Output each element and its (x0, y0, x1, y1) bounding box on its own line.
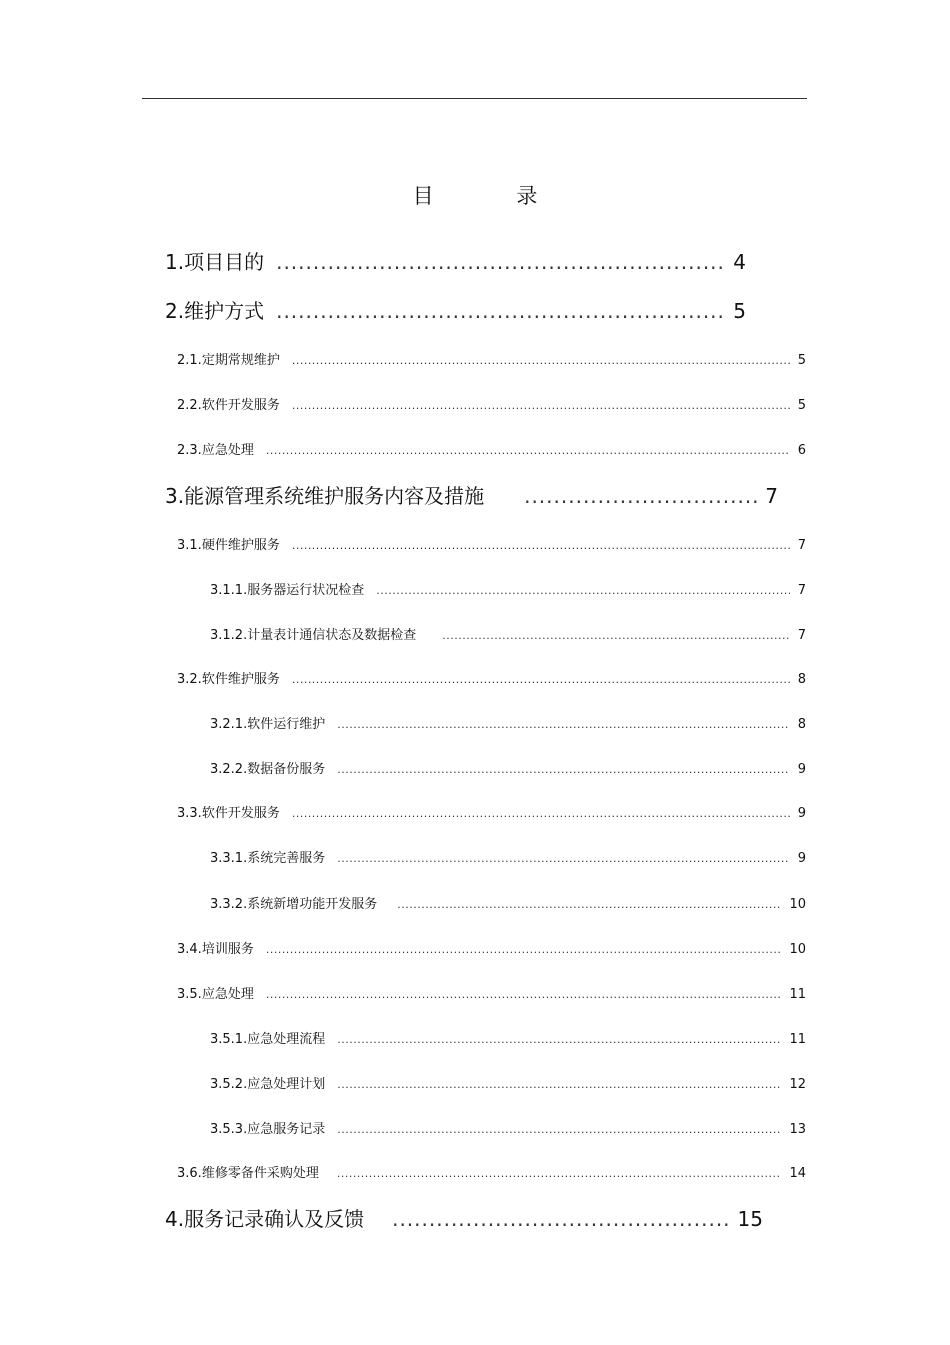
toc-number: 2.1. (177, 353, 202, 368)
dot-leader (292, 673, 790, 686)
toc-number: 3.5.3. (210, 1122, 248, 1137)
toc-page: 7 (797, 628, 806, 643)
dot-leader (392, 1207, 731, 1231)
toc-entry[interactable] (210, 758, 806, 777)
dot-leader (337, 763, 789, 776)
toc-page: 7 (797, 538, 806, 553)
toc-entry[interactable] (210, 713, 806, 732)
toc-number: 3.2.1. (210, 717, 248, 732)
toc-entry[interactable] (177, 439, 806, 458)
dot-leader (266, 988, 782, 1001)
toc-page: 15 (737, 1207, 763, 1231)
dot-leader (524, 484, 759, 508)
toc-number: 4. (165, 1207, 185, 1231)
toc-label: 服务器运行状况检查 (247, 583, 365, 598)
dot-leader (337, 1033, 781, 1046)
toc-number: 3.1. (177, 538, 202, 553)
dot-leader (276, 250, 727, 274)
dot-leader (376, 584, 789, 597)
toc-label: 应急处理 (201, 987, 254, 1002)
toc-entry[interactable] (165, 246, 746, 275)
toc-entry[interactable] (177, 802, 806, 821)
toc-page: 12 (789, 1077, 806, 1092)
toc-page: 8 (797, 672, 806, 687)
toc-label: 应急处理流程 (247, 1032, 326, 1047)
dot-leader (266, 444, 790, 457)
toc-entry[interactable] (165, 295, 746, 324)
toc-number: 3.3.1. (210, 851, 248, 866)
toc-label: 培训服务 (201, 942, 254, 957)
toc-page: 5 (797, 398, 806, 413)
toc-label: 系统新增功能开发服务 (247, 897, 378, 912)
toc-page: 9 (797, 851, 806, 866)
toc-entry[interactable] (165, 1203, 763, 1232)
toc-entry[interactable] (210, 624, 806, 643)
toc-label: 维修零备件采购处理 (201, 1166, 319, 1181)
toc-label: 应急服务记录 (247, 1122, 326, 1137)
toc-page: 5 (797, 353, 806, 368)
toc-entry[interactable] (210, 1073, 806, 1092)
toc-label: 定期常规维护 (201, 353, 280, 368)
toc-entry[interactable] (210, 847, 806, 866)
toc-number: 3. (165, 484, 185, 508)
toc-entry[interactable] (177, 394, 806, 413)
toc-label: 数据备份服务 (247, 762, 326, 777)
dot-leader (292, 354, 790, 367)
dot-leader (337, 1123, 781, 1136)
dot-leader (292, 807, 790, 820)
toc-page: 10 (789, 942, 806, 957)
toc-number: 3.2.2. (210, 762, 248, 777)
toc-label: 应急处理计划 (247, 1077, 326, 1092)
toc-number: 3.5. (177, 987, 202, 1002)
dot-leader (292, 399, 790, 412)
dot-leader (266, 943, 782, 956)
toc-number: 3.2. (177, 672, 202, 687)
toc-entry[interactable] (177, 349, 806, 368)
toc-page: 10 (789, 897, 806, 912)
toc-number: 3.3.2. (210, 897, 248, 912)
dot-leader (397, 898, 781, 911)
dot-leader (276, 299, 727, 323)
toc-number: 3.3. (177, 806, 202, 821)
toc-entry[interactable] (177, 938, 806, 957)
toc-entry[interactable] (210, 579, 806, 598)
toc-label: 维护方式 (184, 299, 265, 323)
toc-page: 8 (797, 717, 806, 732)
toc-label: 软件开发服务 (201, 806, 280, 821)
toc-number: 3.4. (177, 942, 202, 957)
toc-label: 硬件维护服务 (201, 538, 280, 553)
toc-title: 目 录 (412, 184, 576, 208)
toc-entry[interactable] (210, 893, 806, 912)
toc-page: 5 (733, 299, 746, 323)
toc-page: 9 (797, 762, 806, 777)
toc-number: 2.2. (177, 398, 202, 413)
toc-number: 3.1.2. (210, 628, 248, 643)
toc-page: 13 (789, 1122, 806, 1137)
toc-label: 能源管理系统维护服务内容及措施 (184, 484, 485, 508)
toc-label: 系统完善服务 (247, 851, 326, 866)
toc-entry[interactable] (177, 1162, 806, 1181)
toc-number: 3.5.2. (210, 1077, 248, 1092)
dot-leader (337, 852, 789, 865)
toc-entry[interactable] (177, 983, 806, 1002)
toc-page: 4 (733, 250, 746, 274)
toc-label: 项目目的 (184, 250, 265, 274)
dot-leader (292, 539, 790, 552)
toc-number: 3.6. (177, 1166, 202, 1181)
toc-number: 1. (165, 250, 185, 274)
dot-leader (337, 718, 789, 731)
toc-label: 服务记录确认及反馈 (184, 1207, 365, 1231)
toc-page: 6 (797, 443, 806, 458)
toc-label: 软件开发服务 (201, 398, 280, 413)
toc-label: 计量表计通信状态及数据检查 (247, 628, 417, 643)
toc-entry[interactable] (177, 534, 806, 553)
toc-entry[interactable] (177, 668, 806, 687)
toc-page: 9 (797, 806, 806, 821)
toc-label: 软件维护服务 (201, 672, 280, 687)
toc-number: 3.1.1. (210, 583, 248, 598)
toc-number: 2. (165, 299, 185, 323)
toc-label: 软件运行维护 (247, 717, 326, 732)
toc-label: 应急处理 (201, 443, 254, 458)
toc-entry[interactable] (210, 1118, 806, 1137)
dot-leader (337, 1167, 782, 1180)
toc-page: 7 (797, 583, 806, 598)
dot-leader (337, 1078, 781, 1091)
header-rule (142, 98, 807, 99)
toc-page: 11 (789, 987, 806, 1002)
toc-number: 2.3. (177, 443, 202, 458)
dot-leader (442, 629, 789, 642)
toc-page: 7 (765, 484, 778, 508)
toc-number: 3.5.1. (210, 1032, 248, 1047)
toc-entry[interactable] (210, 1028, 806, 1047)
toc-page: 11 (789, 1032, 806, 1047)
toc-page: 14 (789, 1166, 806, 1181)
toc-entry[interactable] (165, 480, 778, 509)
